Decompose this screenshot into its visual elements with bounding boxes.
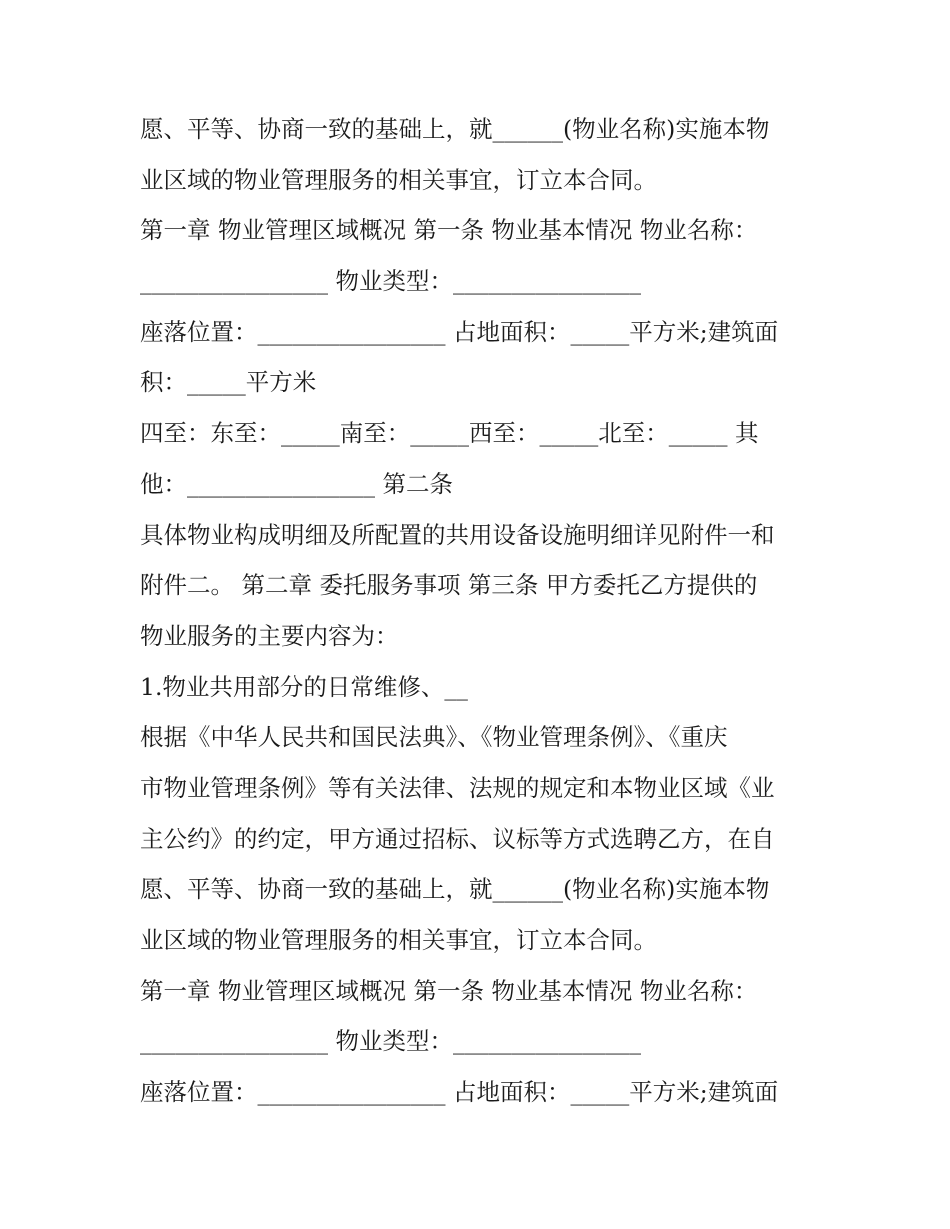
text-line: 座落位置：________________ 占地面积：_____平方米;建筑面: [140, 1078, 779, 1107]
text-line: 附件二。 第二章 委托服务事项 第三条 甲方委托乙方提供的: [140, 571, 758, 600]
text-line: 根据《中华人民共和国民法典》、《物业管理条例》、《重庆: [140, 723, 728, 752]
text-line: 物业服务的主要内容为：: [140, 621, 399, 650]
text-line: 主公约》的约定，甲方通过招标、议标等方式选聘乙方，在自: [140, 824, 775, 853]
text-line: 他：________________ 第二条: [140, 469, 453, 498]
text-line: 第一章 物业管理区域概况 第一条 物业基本情况 物业名称：: [140, 216, 758, 245]
text-line: 积：_____平方米: [140, 368, 317, 397]
text-line: 1.物业共用部分的日常维修、__: [140, 672, 468, 701]
text-line: 愿、平等、协商一致的基础上，就______(物业名称)实施本物: [140, 115, 770, 143]
text-line: 愿、平等、协商一致的基础上，就______(物业名称)实施本物: [140, 875, 770, 904]
document-body: [140, 104, 820, 1118]
text-line: ________________ 物业类型：________________: [140, 1027, 641, 1056]
text-line: 具体物业构成明细及所配置的共用设备设施明细详见附件一和: [140, 520, 775, 549]
text-line: 市物业管理条例》等有关法律、法规的规定和本物业区域《业: [140, 773, 775, 802]
text-line: ________________ 物业类型：________________: [140, 267, 641, 296]
text-line: 业区域的物业管理服务的相关事宜，订立本合同。: [140, 926, 657, 954]
text-line: 四至：东至：_____南至：_____西至：_____北至：_____ 其: [140, 419, 759, 448]
text-line: 座落位置：________________ 占地面积：_____平方米;建筑面: [140, 317, 779, 346]
text-line: 业区域的物业管理服务的相关事宜，订立本合同。: [140, 165, 657, 194]
text-line: 第一章 物业管理区域概况 第一条 物业基本情况 物业名称：: [140, 976, 758, 1005]
